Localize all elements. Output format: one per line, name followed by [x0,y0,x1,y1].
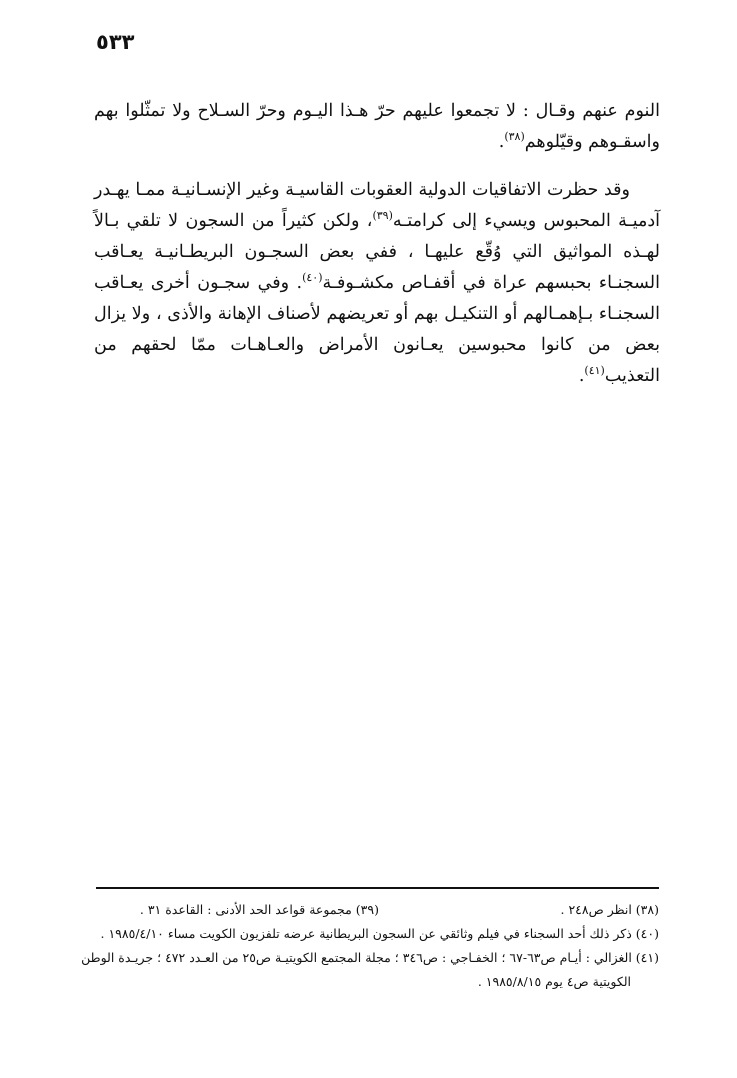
footnotes [81,898,659,994]
footnote-39: (٣٩) مجموعة قواعد الحد الأدنى : القاعدة ٣١ . [139,902,379,917]
footnote-41-line-2: الكويتية ص٤ يوم ١٩٨٥/٨/١٥ . [477,974,631,989]
footnote-40: (٤٠) ذكر ذلك أحد السجناء في فيلم وثائقي عن السجون البريطانية عرضه تلفزيون الكويت مساء ١٩٨٥/٤/١٠ . [100,926,659,941]
footnote-ref-40[interactable]: (٤٠) [302,271,323,284]
footnote-row-1 [96,898,659,922]
paragraph-1-end: . [498,132,505,152]
footnote-38: (٣٨) انظر ص٢٤٨ . [560,902,659,917]
paragraph-1 [94,96,660,158]
paragraph-2-text-a: وقد حظرت الاتفاقيات الدولية العقوبات القاسيـة وغير الإنسـانيـة ممـا يهـدر آدميـة المحبوس ويسيء إلى كرامتـه [94,180,660,231]
paragraph-1-text: النوم عنهم وقـال : لا تجمعوا عليهم حرّ هـذا اليـوم وحرّ السـلاح ولا تمثّلوا بهم واسقـوهم وقيّلوهم [94,101,660,152]
page-number: ٥٣٣ [96,30,135,54]
paragraph-2-text-b: ، ولكن كثيراً من السجون لا تلقي بـالاً لهـذه المواثيق التي وُقّع عليهـا ، ففي بعض السجـون البريطـانيـة يعـاقب السجنـاء بحبسهم عراة في أقفـاص مكشـوفـة [94,211,660,293]
footnote-ref-39[interactable]: (٣٩) [372,209,393,222]
paragraph-2 [94,175,660,392]
footnote-41-line-1: (٤١) الغزالي : أيـام ص٦٣-٦٧ ؛ الخفـاجي : ص٣٤٦ ؛ مجلة المجتمع الكويتيـة ص٢٥ من العـدد ٤٧٢ ؛ جريـدة الوطن [81,950,659,965]
footnote-divider [96,887,659,889]
footnote-ref-41[interactable]: (٤١) [584,364,605,377]
paragraph-2-text-c: . وفي سجـون أخرى يعـاقب السجنـاء بـإهمـالهم أو التنكيـل بهم أو تعريضهم لأصناف الإهانة والأذى ، ولا يزال بعض من كانوا محبوسين يعـانون الأمراض والعـاهـات ممّا لحقهم من التعذيب [94,273,660,386]
footnote-ref-38[interactable]: (٣٨) [504,130,525,143]
paragraph-2-end: . [578,366,585,386]
